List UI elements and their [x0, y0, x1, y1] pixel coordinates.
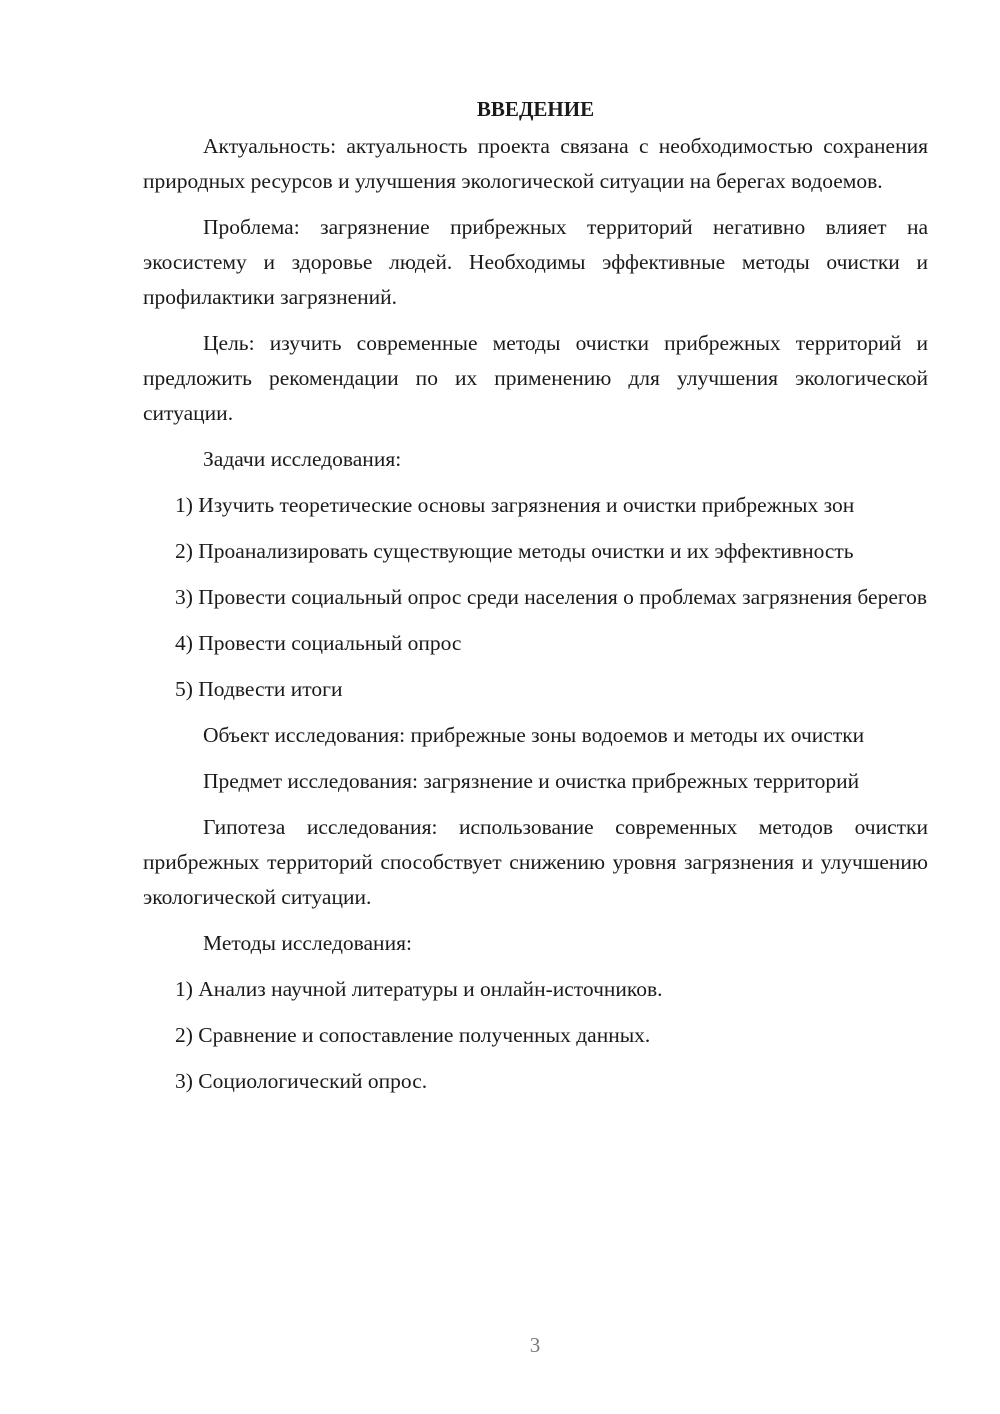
page-number: 3: [529, 1333, 541, 1357]
tasks-heading: Задачи исследования:: [203, 447, 402, 471]
list-item: 1) Анализ научной литературы и онлайн-источников.: [175, 977, 663, 1001]
list-item: 4) Провести социальный опрос: [175, 631, 462, 655]
methods-list: [143, 972, 928, 1099]
list-item: 2) Сравнение и сопоставление полученных данных.: [175, 1023, 651, 1047]
hypothesis-paragraph: Гипотеза исследования: использование современных методов очистки прибрежных территорий способствует снижению уровня загрязнения и улучшению экологической ситуации.: [143, 815, 928, 909]
object-paragraph: Объект исследования: прибрежные зоны водоемов и методы их очистки: [203, 723, 865, 747]
tasks-list: [143, 488, 928, 707]
relevance-paragraph: Актуальность: актуальность проекта связана с необходимостью сохранения природных ресурсов и улучшения экологической ситуации на берегах водоемов.: [143, 134, 928, 193]
methods-heading: Методы исследования:: [203, 931, 412, 955]
subject-paragraph: Предмет исследования: загрязнение и очистка прибрежных территорий: [203, 769, 860, 793]
list-item: 5) Подвести итоги: [175, 677, 343, 701]
list-item: 1) Изучить теоретические основы загрязнения и очистки прибрежных зон: [175, 493, 855, 517]
list-item: 3) Социологический опрос.: [175, 1069, 428, 1093]
goal-paragraph: Цель: изучить современные методы очистки прибрежных территорий и предложить рекомендации по их применению для улучшения экологической ситуации.: [143, 331, 928, 425]
document-page: [143, 92, 928, 1110]
list-item: 2) Проанализировать существующие методы очистки и их эффективность: [175, 539, 854, 563]
list-item: 3) Провести социальный опрос среди населения о проблемах загрязнения берегов: [175, 585, 928, 609]
page-title: ВВЕДЕНИЕ: [476, 97, 595, 121]
problem-paragraph: Проблема: загрязнение прибрежных территорий негативно влияет на экосистему и здоровье людей. Необходимы эффективные методы очистки и профилактики загрязнений.: [143, 215, 928, 309]
